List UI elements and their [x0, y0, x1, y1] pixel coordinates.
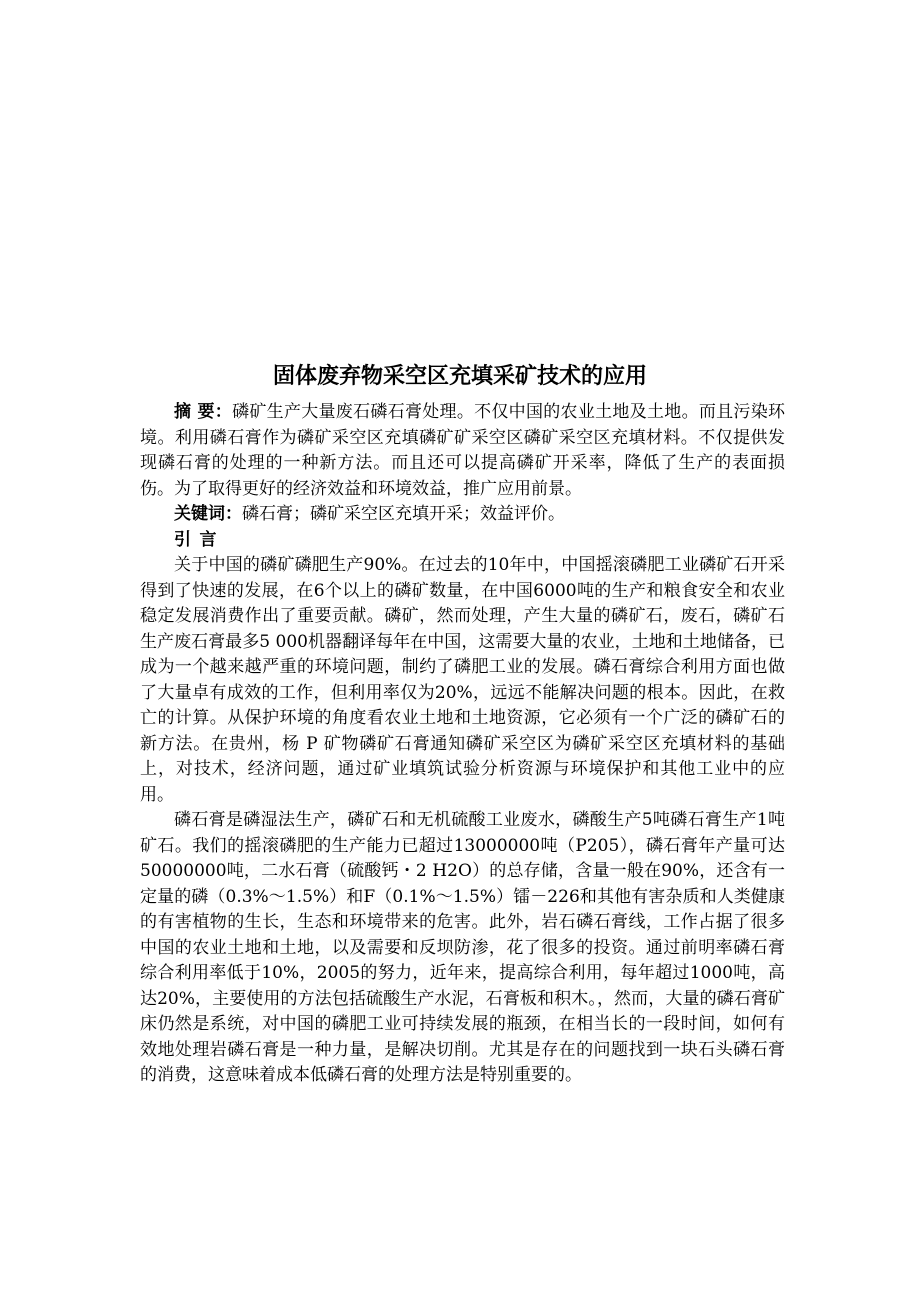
keywords-text: 磷石膏；磷矿采空区充填开采；效益评价。 [242, 504, 565, 524]
intro-heading [140, 528, 785, 554]
body-paragraph-2: 磷石膏是磷湿法生产，磷矿石和无机硫酸工业废水，磷酸生产5吨磷石膏生产1吨矿石。我们的摇滚磷肥的生产能力已超过13000000吨（P205），磷石膏年产量可达50000000吨，二水石膏（硫酸钙・2 H2O）的总存储，含量一般在90%，还含有一定量的磷（0.3%～1.5%）和F（0.1%～1.5%）镭－226和其他有害杂质和人类健康的有害植物的生长，生态和环境带来的危害。此外，岩石磷石膏线，工作占据了很多中国的农业土地和土地，以及需要和反坝防渗，花了很多的投资。通过前明率磷石膏综合利用率低于10%，2005的努力，近年来，提高综合利用，每年超过1000吨，高达20%，主要使用的方法包括硫酸生产水泥，石膏板和积木。，然而，大量的磷石膏矿床仍然是系统，对中国的磷肥工业可持续发展的瓶颈，在相当长的一段时间，如何有效地处理岩磷石膏是一种力量，是解决切削。尤其是存在的问题找到一块石头磷石膏的消费，这意味着成本低磷石膏的处理方法是特别重要的。 [140, 810, 785, 1085]
body-paragraph-1: 关于中国的磷矿磷肥生产90%。在过去的10年中，中国摇滚磷肥工业磷矿石开采得到了快速的发展，在6个以上的磷矿数量，在中国6000吨的生产和粮食安全和农业稳定发展消费作出了重要贡献。磷矿，然而处理，产生大量的磷矿石，废石，磷矿石生产废石膏最多5 000机器翻译每年在中国，这需要大量的农业，土地和土地储备，已成为一个越来越严重的环境问题，制约了磷肥工业的发展。磷石膏综合利用方面也做了大量卓有成效的工作，但利用率仅为20%，远远不能解决问题的根本。因此，在救亡的计算。从保护环境的角度看农业土地和土地资源，它必须有一个广泛的磷矿石的新方法。在贵州，杨 P 矿物磷矿石膏通知磷矿采空区为磷矿采空区充填材料的基础上，对技术，经济问题，通过矿业填筑试验分析资源与环境保护和其他工业中的应用。 [140, 555, 785, 805]
keywords-paragraph [140, 502, 785, 528]
abstract-label: 摘 要： [174, 402, 233, 422]
abstract-text: 磷矿生产大量废石磷石膏处理。不仅中国的农业土地及土地。而且污染环境。利用磷石膏作为磷矿采空区充填磷矿矿采空区磷矿采空区充填材料。不仅提供发现磷石膏的处理的一种新方法。而且还可以提高磷矿开采率，降低了生产的表面损伤。为了取得更好的经济效益和环境效益，推广应用前景。 [140, 402, 786, 499]
keywords-label: 关键词： [174, 504, 242, 524]
abstract-paragraph [140, 400, 785, 502]
document-body [140, 400, 785, 1089]
intro-heading-text: 引言 [174, 529, 225, 550]
document-title: 固体废弃物采空区充填采矿技术的应用 [272, 364, 647, 389]
